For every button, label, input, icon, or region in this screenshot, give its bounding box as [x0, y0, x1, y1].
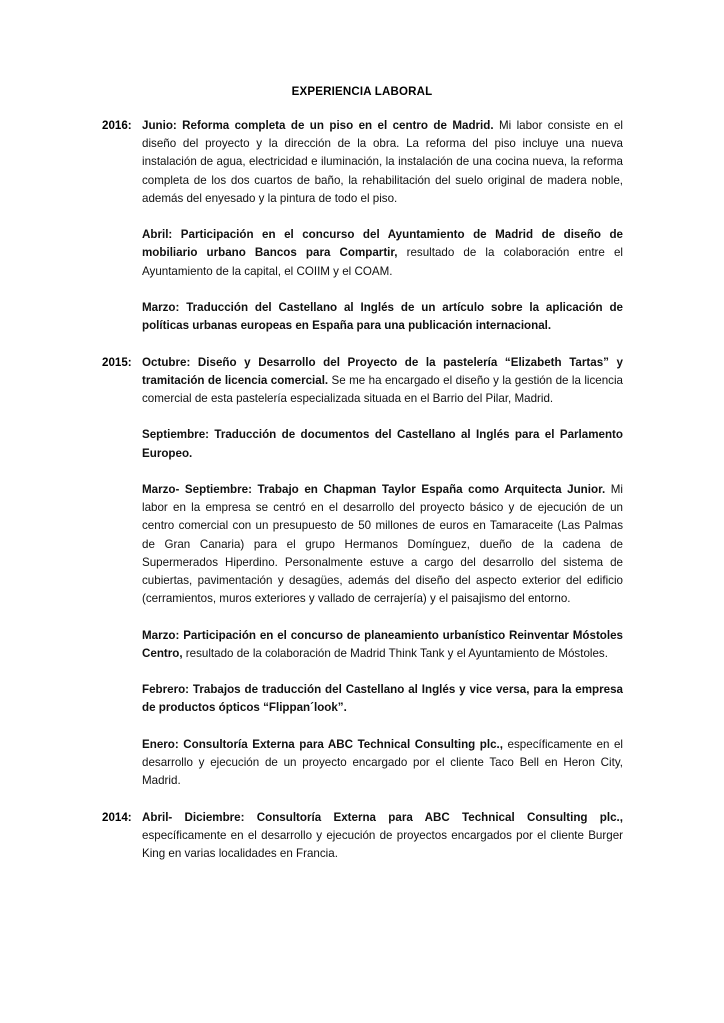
paragraph-lead-bold: Febrero: Trabajos de traducción del Castellano al Inglés y vice versa, para la empresa de productos ópticos “Flippan´look”.	[142, 683, 623, 715]
paragraph-lead-bold: Marzo- Septiembre: Trabajo en Chapman Taylor España como Arquitecta Junior.	[142, 482, 606, 496]
experience-entry	[102, 809, 623, 864]
entry-body	[142, 809, 623, 864]
paragraph-lead-bold: Abril- Diciembre: Consultoría Externa para ABC Technical Consulting plc.,	[142, 810, 623, 824]
experience-paragraph	[142, 809, 623, 864]
experience-paragraph	[142, 299, 623, 335]
experience-paragraph	[142, 426, 623, 462]
experience-paragraph	[142, 226, 623, 281]
paragraph-lead-bold: Marzo: Participación en el concurso de planeamiento urbanístico Reinventar Móstoles Centro,	[142, 628, 623, 660]
paragraph-body-text: específicamente en el desarrollo y ejecución de proyectos encargados por el cliente Burger King en varias localidades en Francia.	[142, 828, 623, 860]
page-title: EXPERIENCIA LABORAL	[291, 86, 433, 98]
experience-paragraph	[142, 736, 623, 791]
paragraph-lead-bold: Septiembre: Traducción de documentos del Castellano al Inglés para el Parlamento Europeo.	[142, 428, 623, 460]
paragraph-lead-bold: Abril: Participación en el concurso del Ayuntamiento de Madrid de diseño de mobiliario urbano Bancos para Compartir,	[142, 228, 623, 260]
paragraph-body-text: Mi labor en la empresa se centró en el desarrollo del proyecto básico y de ejecución de un centro comercial con un presupuesto de 50 millones de euros en Tamaraceite (Las Palmas de Gran Canaria) para el grupo Hermanos Domínguez, dueño de la cadena de Supermerados Hiperdino. Personalmente estuve a cargo del desarrollo del sistema de cubiertas, pavimentación y desagües, además del diseño del aspecto exterior del edificio (cerramientos, muros exteriores y vallado de cerrajería) y el paisajismo del entorno.	[142, 482, 623, 606]
entry-year-label: 2014:	[102, 810, 132, 824]
paragraph-body-text: específicamente en el desarrollo y ejecución de un proyecto encargado por el cliente Taco Bell en Heron City, Madrid.	[142, 737, 623, 788]
entry-year-label: 2015:	[102, 355, 132, 369]
experience-paragraph	[142, 627, 623, 663]
paragraph-body-text: Mi labor consiste en el diseño del proyecto y la dirección de la obra. La reforma del piso incluye una nueva instalación de agua, electricidad e iluminación, la instalación de una cocina nueva, la reforma completa de los dos cuartos de baño, la rehabilitación del suelo original de madera noble, además del enyesado y la pintura de todo el piso.	[142, 119, 623, 205]
entry-body	[142, 354, 623, 791]
experience-entries	[102, 117, 623, 863]
paragraph-lead-bold: Junio: Reforma completa de un piso en el centro de Madrid.	[142, 119, 494, 132]
paragraph-body-text: resultado de la colaboración entre el Ayuntamiento de la capital, el COIIM y el COAM.	[142, 246, 623, 278]
paragraph-lead-bold: Marzo: Traducción del Castellano al Inglés de un artículo sobre la aplicación de políticas urbanas europeas en España para una publicación internacional.	[142, 301, 623, 333]
entry-year-label: 2016:	[102, 119, 132, 132]
experience-paragraph	[142, 354, 623, 409]
experience-entry	[102, 354, 623, 791]
paragraph-body-text: resultado de la colaboración de Madrid Think Tank y el Ayuntamiento de Móstoles.	[182, 646, 608, 660]
experience-entry	[102, 117, 623, 335]
experience-paragraph	[142, 117, 623, 208]
experience-paragraph	[142, 481, 623, 608]
paragraph-lead-bold: Enero: Consultoría Externa para ABC Technical Consulting plc.,	[142, 737, 504, 751]
experience-paragraph	[142, 681, 623, 717]
entry-body	[142, 117, 623, 335]
paragraph-lead-bold: Octubre: Diseño y Desarrollo del Proyecto de la pastelería “Elizabeth Tartas” y tramitación de licencia comercial.	[142, 355, 623, 387]
paragraph-body-text: Se me ha encargado el diseño y la gestión de la licencia comercial de esta pastelería especializada situada en el Barrio del Pilar, Madrid.	[142, 373, 623, 405]
